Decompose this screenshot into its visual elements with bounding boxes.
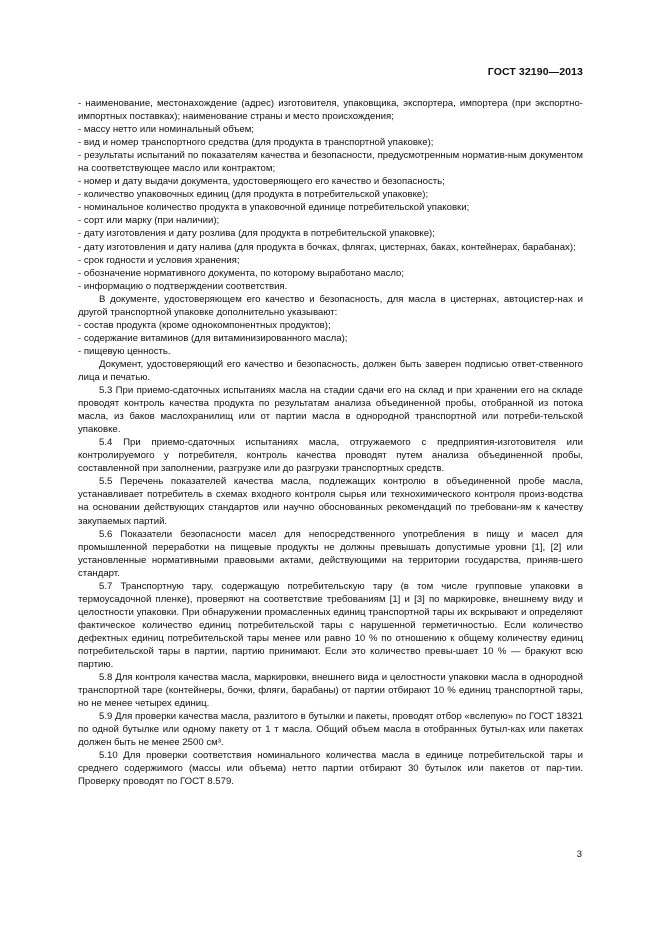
paragraph: 5.5 Перечень показателей качества масла, подлежащих контролю в объединенной пробе масла, устанавливает потребитель в схемах входного контроля сырья или технохимического контроля произ-водства на основании действующих стандартов или научно обоснованных рекомендаций по требовани-ям к качеству закупаемых партий. xyxy=(78,476,583,527)
paragraph: 5.9 Для проверки качества масла, разлитого в бутылки и пакеты, проводят отбор «вслепую» по ГОСТ 18321 по одной бутылке или одному пакету от 1 т масла. Общий объем масла в отобранных бутыл-ках или пакетах должен быть не менее 2500 см³. xyxy=(78,711,583,749)
paragraph: 5.3 При приемо-сдаточных испытаниях масла на стадии сдачи его на склад и при хранении его на складе проводят контроль качества продукта по результатам анализа объединенной пробы, отобранной из потока масла, из баков маслохранилищ или от партии масла в однородной транспортной или потреби-тельской упаковке. xyxy=(78,385,583,436)
list-item: - информацию о подтверждении соответствия. xyxy=(78,280,288,292)
paragraph: 5.8 Для контроля качества масла, маркировки, внешнего вида и целостности упаковки масла в однородной транспортной таре (контейнеры, бочки, фляги, барабаны) от партии отбирают 10 % единиц транспортной тары, но не менее четырех единиц. xyxy=(78,672,583,710)
paragraph: В документе, удостоверяющем его качество и безопасность, для масла в цистернах, автоцистер-нах и другой транспортной упаковке дополнительно указывают: xyxy=(78,293,583,318)
list-item: - состав продукта (кроме однокомпонентных продуктов); xyxy=(78,319,331,331)
list-item: - номинальное количество продукта в упаковочной единице потребительской упаковки; xyxy=(78,202,470,214)
list-item: - наименование, местонахождение (адрес) изготовителя, упаковщика, экспортера, импортера (при экспортно-импортных поставках); наименование страны и место происхождения; xyxy=(78,98,583,123)
list-item: - количество упаковочных единиц (для продукта в потребительской упаковке); xyxy=(78,189,429,201)
list-item: - массу нетто или номинальный объем; xyxy=(78,124,254,136)
page-number: 3 xyxy=(576,849,582,860)
paragraph: 5.4 При приемо-сдаточных испытаниях масла, отгружаемого с предприятия-изготовителя или контролируемого у потребителя, контроль качества проводят путем анализа объединенной пробы, составленной при заполнении, разгрузке или до разгрузки транспортных средств. xyxy=(78,437,583,475)
paragraph: 5.7 Транспортную тару, содержащую потребительскую тару (в том числе групповые упаковки в термоусадочной пленке), проверяют на соответствие требованиям [1] и [3] по маркировке, внешнему виду и целостности упаковки. При обнаружении промасленных единиц транспортной тары их вскрывают и определяют фактическое количество единиц потребительской тары с нарушенной герметичностью. Если количество дефектных единиц потребительской тары менее или равно 10 % по отношению к общему количеству единиц потребительской тары в партии, партию принимают. Если это количество превы-шает 10 % — бракуют всю партию. xyxy=(78,580,583,671)
list-item: - номер и дату выдачи документа, удостоверяющего его качество и безопасность; xyxy=(78,176,445,188)
list-item: - дату изготовления и дату налива (для продукта в бочках, флягах, цистернах, баках, контейнерах, барабанах); xyxy=(78,241,576,253)
list-item: - срок годности и условия хранения; xyxy=(78,254,240,266)
paragraph: 5.6 Показатели безопасности масел для непосредственного употребления в пищу и масел для промышленной переработки на пищевые продукты не должны превышать допустимые уровни [1], [2] или установленные нормативными правовыми актами, действующими на территории государства, приняв-шего стандарт. xyxy=(78,528,583,579)
list-item: - сорт или марку (при наличии); xyxy=(78,215,220,227)
list-item: - вид и номер транспортного средства (для продукта в транспортной упаковке); xyxy=(78,137,434,149)
paragraph: Документ, удостоверяющий его качество и безопасность, должен быть заверен подписью ответ-ственного лица и печатью. xyxy=(78,358,583,383)
list-item: - обозначение нормативного документа, по которому выработано масло; xyxy=(78,267,405,279)
list-item: - пищевую ценность. xyxy=(78,345,171,357)
document-id-header: ГОСТ 32190—2013 xyxy=(487,66,583,78)
list-item: - результаты испытаний по показателям качества и безопасности, предусмотренным норматив-ным документом на соответствующее масло или контрактом; xyxy=(78,150,583,175)
document-body xyxy=(78,97,583,788)
paragraph: 5.10 Для проверки соответствия номинального количества масла в единице потребительской тары и среднего содержимого (массы или объема) нетто партии отбирают 30 бутылок или пакетов от пар-тии. Проверку проводят по ГОСТ 8.579. xyxy=(78,750,583,788)
list-item: - содержание витаминов (для витаминизированного масла); xyxy=(78,332,348,344)
list-item: - дату изготовления и дату розлива (для продукта в потребительской упаковке); xyxy=(78,228,435,240)
